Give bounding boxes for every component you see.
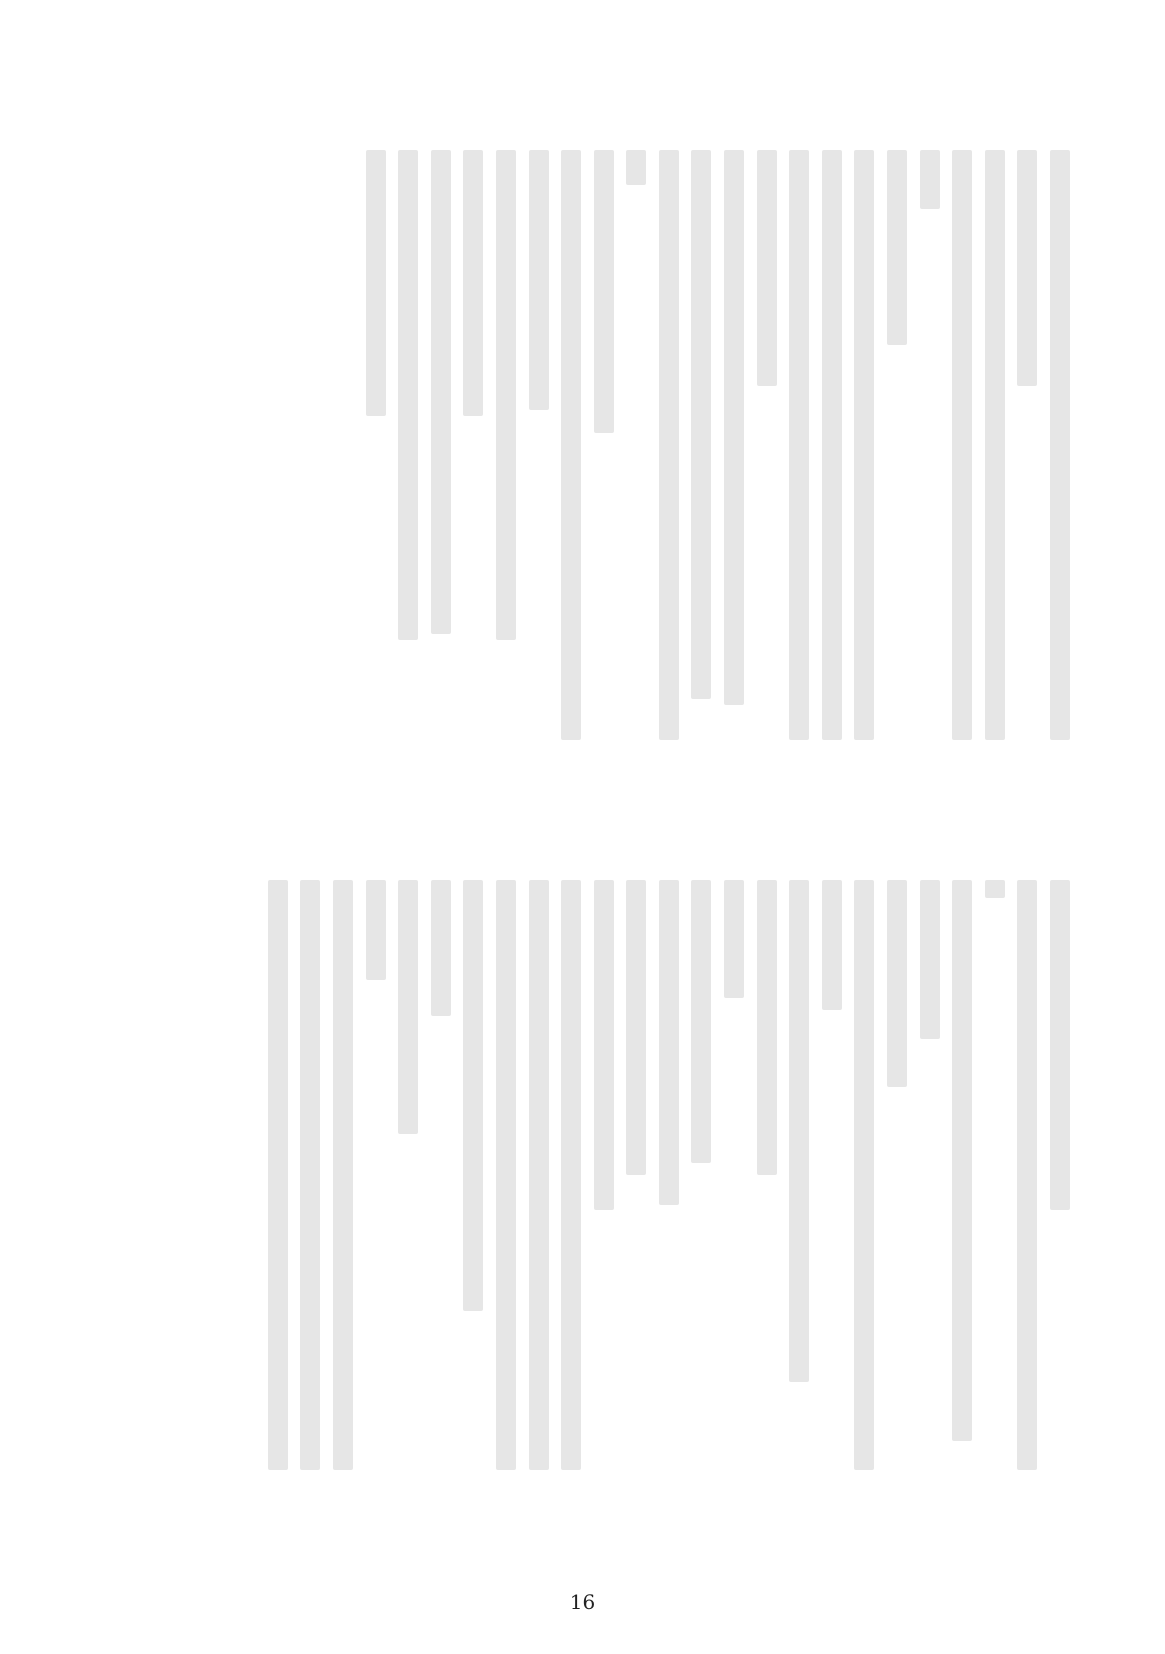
text-line-placeholder [333, 880, 353, 1470]
text-line-placeholder [463, 150, 483, 416]
text-line-placeholder [398, 150, 418, 640]
text-line-placeholder [789, 880, 809, 1382]
text-line-placeholder [463, 880, 483, 1311]
text-line-placeholder [529, 150, 549, 410]
text-line-placeholder [561, 150, 581, 740]
text-line-placeholder [724, 150, 744, 705]
text-line-placeholder [822, 150, 842, 740]
text-line-placeholder [920, 150, 940, 209]
text-line-placeholder [757, 150, 777, 386]
text-line-placeholder [431, 880, 451, 1016]
text-line-placeholder [757, 880, 777, 1175]
text-line-placeholder [854, 150, 874, 740]
text-block-bottom [100, 880, 1070, 1470]
text-line-placeholder [594, 880, 614, 1210]
text-line-placeholder [691, 150, 711, 699]
text-line-placeholder [529, 880, 549, 1470]
text-line-placeholder [985, 150, 1005, 740]
text-line-placeholder [366, 880, 386, 980]
text-line-placeholder [366, 150, 386, 416]
text-line-placeholder [1017, 880, 1037, 1470]
text-block-top [100, 150, 1070, 740]
text-line-placeholder [300, 880, 320, 1470]
text-line-placeholder [659, 150, 679, 740]
text-line-placeholder [431, 150, 451, 634]
text-line-placeholder [496, 880, 516, 1470]
text-line-placeholder [789, 150, 809, 740]
text-line-placeholder [691, 880, 711, 1163]
text-line-placeholder [822, 880, 842, 1010]
text-line-placeholder [659, 880, 679, 1205]
text-line-placeholder [887, 150, 907, 345]
text-line-placeholder [496, 150, 516, 640]
text-line-placeholder [398, 880, 418, 1134]
text-line-placeholder [952, 150, 972, 740]
text-line-placeholder [887, 880, 907, 1087]
text-line-placeholder [724, 880, 744, 998]
text-line-placeholder [920, 880, 940, 1039]
text-line-placeholder [268, 880, 288, 1470]
text-line-placeholder [1050, 150, 1070, 740]
text-line-placeholder [985, 880, 1005, 898]
text-line-placeholder [952, 880, 972, 1441]
text-line-placeholder [561, 880, 581, 1470]
text-line-placeholder [854, 880, 874, 1470]
page-number: 16 [569, 1590, 596, 1614]
text-line-placeholder [594, 150, 614, 433]
text-line-placeholder [1017, 150, 1037, 386]
text-line-placeholder [626, 880, 646, 1175]
text-line-placeholder [626, 150, 646, 185]
text-line-placeholder [1050, 880, 1070, 1210]
